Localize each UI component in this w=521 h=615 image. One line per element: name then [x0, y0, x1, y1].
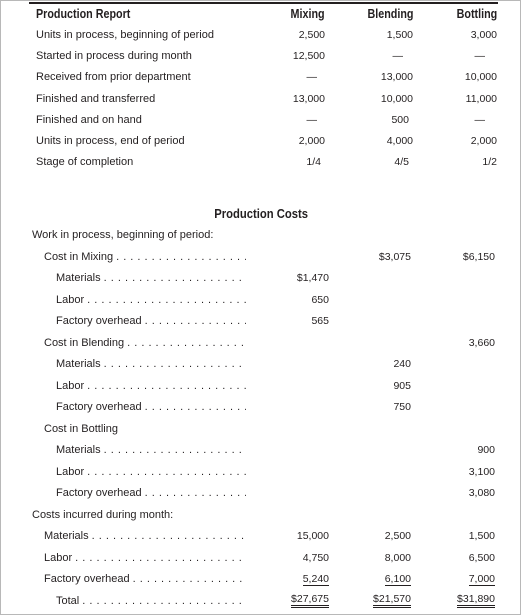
- table-row: [1, 130, 521, 151]
- blending-value: 1,500: [386, 28, 413, 41]
- report-header-row: [1, 4, 521, 24]
- table-row: [1, 354, 521, 376]
- blending-total: $21,570: [373, 593, 411, 608]
- table-row: [1, 109, 521, 130]
- blending-value: 4,000: [386, 135, 413, 148]
- mixing-value: 12,500: [292, 49, 325, 62]
- table-row: [1, 504, 521, 526]
- table-row: [1, 397, 521, 419]
- bottling-value: $6,150: [462, 250, 495, 263]
- table-row: [1, 547, 521, 569]
- blending-value: 905: [393, 379, 411, 392]
- bottling-value: 3,000: [470, 28, 497, 41]
- table-row: [1, 418, 521, 440]
- row-label: Labor: [56, 293, 85, 306]
- production-costs-table: [1, 203, 521, 612]
- row-label: Units in process, beginning of period: [36, 28, 214, 41]
- blending-value: 6,100: [384, 572, 411, 585]
- column-header-mixing: Mixing: [290, 7, 325, 21]
- row-label: Finished and on hand: [36, 113, 142, 126]
- row-label: Materials: [56, 444, 101, 457]
- row-label: Materials: [56, 358, 101, 371]
- row-label: Cost in Bottling: [44, 422, 118, 435]
- bottling-value: 6,500: [468, 551, 495, 564]
- mixing-value: 2,500: [298, 28, 325, 41]
- row-label: Factory overhead: [56, 401, 142, 414]
- table-row: [1, 24, 521, 45]
- row-label: Factory overhead: [56, 487, 142, 500]
- row-label: Units in process, end of period: [36, 135, 185, 148]
- table-row: [1, 461, 521, 483]
- table-row: [1, 375, 521, 397]
- production-report-table: [1, 4, 521, 173]
- table-row: [1, 152, 521, 173]
- costs-title-row: [1, 203, 521, 225]
- row-label: Finished and transferred: [36, 92, 156, 105]
- bottling-value: 11,000: [465, 92, 497, 105]
- row-label: Labor: [56, 465, 85, 478]
- bottling-total: $31,890: [457, 593, 495, 608]
- table-row: [1, 311, 521, 333]
- bottling-value: —: [474, 113, 485, 126]
- bottling-value: 3,100: [468, 465, 495, 478]
- bottling-value: 2,000: [470, 135, 497, 148]
- table-row: [1, 569, 521, 591]
- table-row: [1, 246, 521, 268]
- bottling-value: 3,660: [468, 336, 495, 349]
- total-row: [1, 590, 521, 612]
- table-row: [1, 88, 521, 109]
- row-label: Labor: [44, 551, 73, 564]
- bottling-value: 1,500: [468, 530, 495, 543]
- row-label: Materials: [56, 272, 101, 285]
- report-title: Production Report: [36, 7, 131, 21]
- row-label: Received from prior department: [36, 71, 191, 84]
- row-label: Factory overhead: [44, 573, 130, 586]
- bottling-value: 3,080: [468, 487, 495, 500]
- bottling-value: 10,000: [464, 71, 497, 84]
- mixing-value: 1/4: [306, 156, 321, 169]
- mixing-total: $27,675: [291, 593, 329, 608]
- row-label: Cost in Mixing: [44, 250, 114, 263]
- table-row: [1, 268, 521, 290]
- blending-value: —: [392, 49, 403, 62]
- mixing-value: $1,470: [296, 272, 329, 285]
- mixing-value: 650: [311, 293, 329, 306]
- mixing-value: 13,000: [292, 92, 325, 105]
- table-row: [1, 332, 521, 354]
- table-row: [1, 225, 521, 247]
- blending-value: 500: [391, 113, 409, 126]
- mixing-value: 15,000: [296, 530, 329, 543]
- wip-heading: Work in process, beginning of period:: [32, 229, 214, 242]
- bottling-value: 1/2: [482, 156, 497, 169]
- column-header-blending: Blending: [367, 7, 413, 21]
- mixing-value: 565: [311, 315, 329, 328]
- row-label: Started in process during month: [36, 49, 192, 62]
- bottling-value: —: [474, 49, 485, 62]
- bottling-value: 7,000: [468, 572, 495, 585]
- mixing-value: 4,750: [302, 551, 329, 564]
- bottling-value: 900: [477, 444, 495, 457]
- costs-title: Production Costs: [214, 206, 309, 221]
- row-label: Labor: [56, 379, 85, 392]
- mixing-value: 5,240: [302, 572, 329, 585]
- table-row: [1, 483, 521, 505]
- row-label: Stage of completion: [36, 156, 134, 169]
- blending-value: 8,000: [384, 551, 411, 564]
- table-row: [1, 440, 521, 462]
- blending-value: 10,000: [380, 92, 413, 105]
- blending-value: 750: [393, 401, 411, 414]
- total-label: Total: [56, 594, 80, 607]
- row-label: Cost in Blending: [44, 336, 125, 349]
- blending-value: 240: [393, 358, 411, 371]
- blending-value: $3,075: [378, 250, 411, 263]
- column-header-bottling: Bottling: [456, 7, 497, 21]
- mixing-value: 2,000: [298, 135, 325, 148]
- blending-value: 13,000: [380, 71, 413, 84]
- row-label: Factory overhead: [56, 315, 142, 328]
- row-label: Materials: [44, 530, 89, 543]
- mixing-value: —: [306, 113, 317, 126]
- table-row: [1, 67, 521, 88]
- table-row: [1, 45, 521, 66]
- table-row: [1, 289, 521, 311]
- blending-value: 2,500: [384, 530, 411, 543]
- incurred-heading: Costs incurred during month:: [32, 508, 174, 521]
- table-row: [1, 526, 521, 548]
- mixing-value: —: [306, 71, 317, 84]
- blending-value: 4/5: [394, 156, 409, 169]
